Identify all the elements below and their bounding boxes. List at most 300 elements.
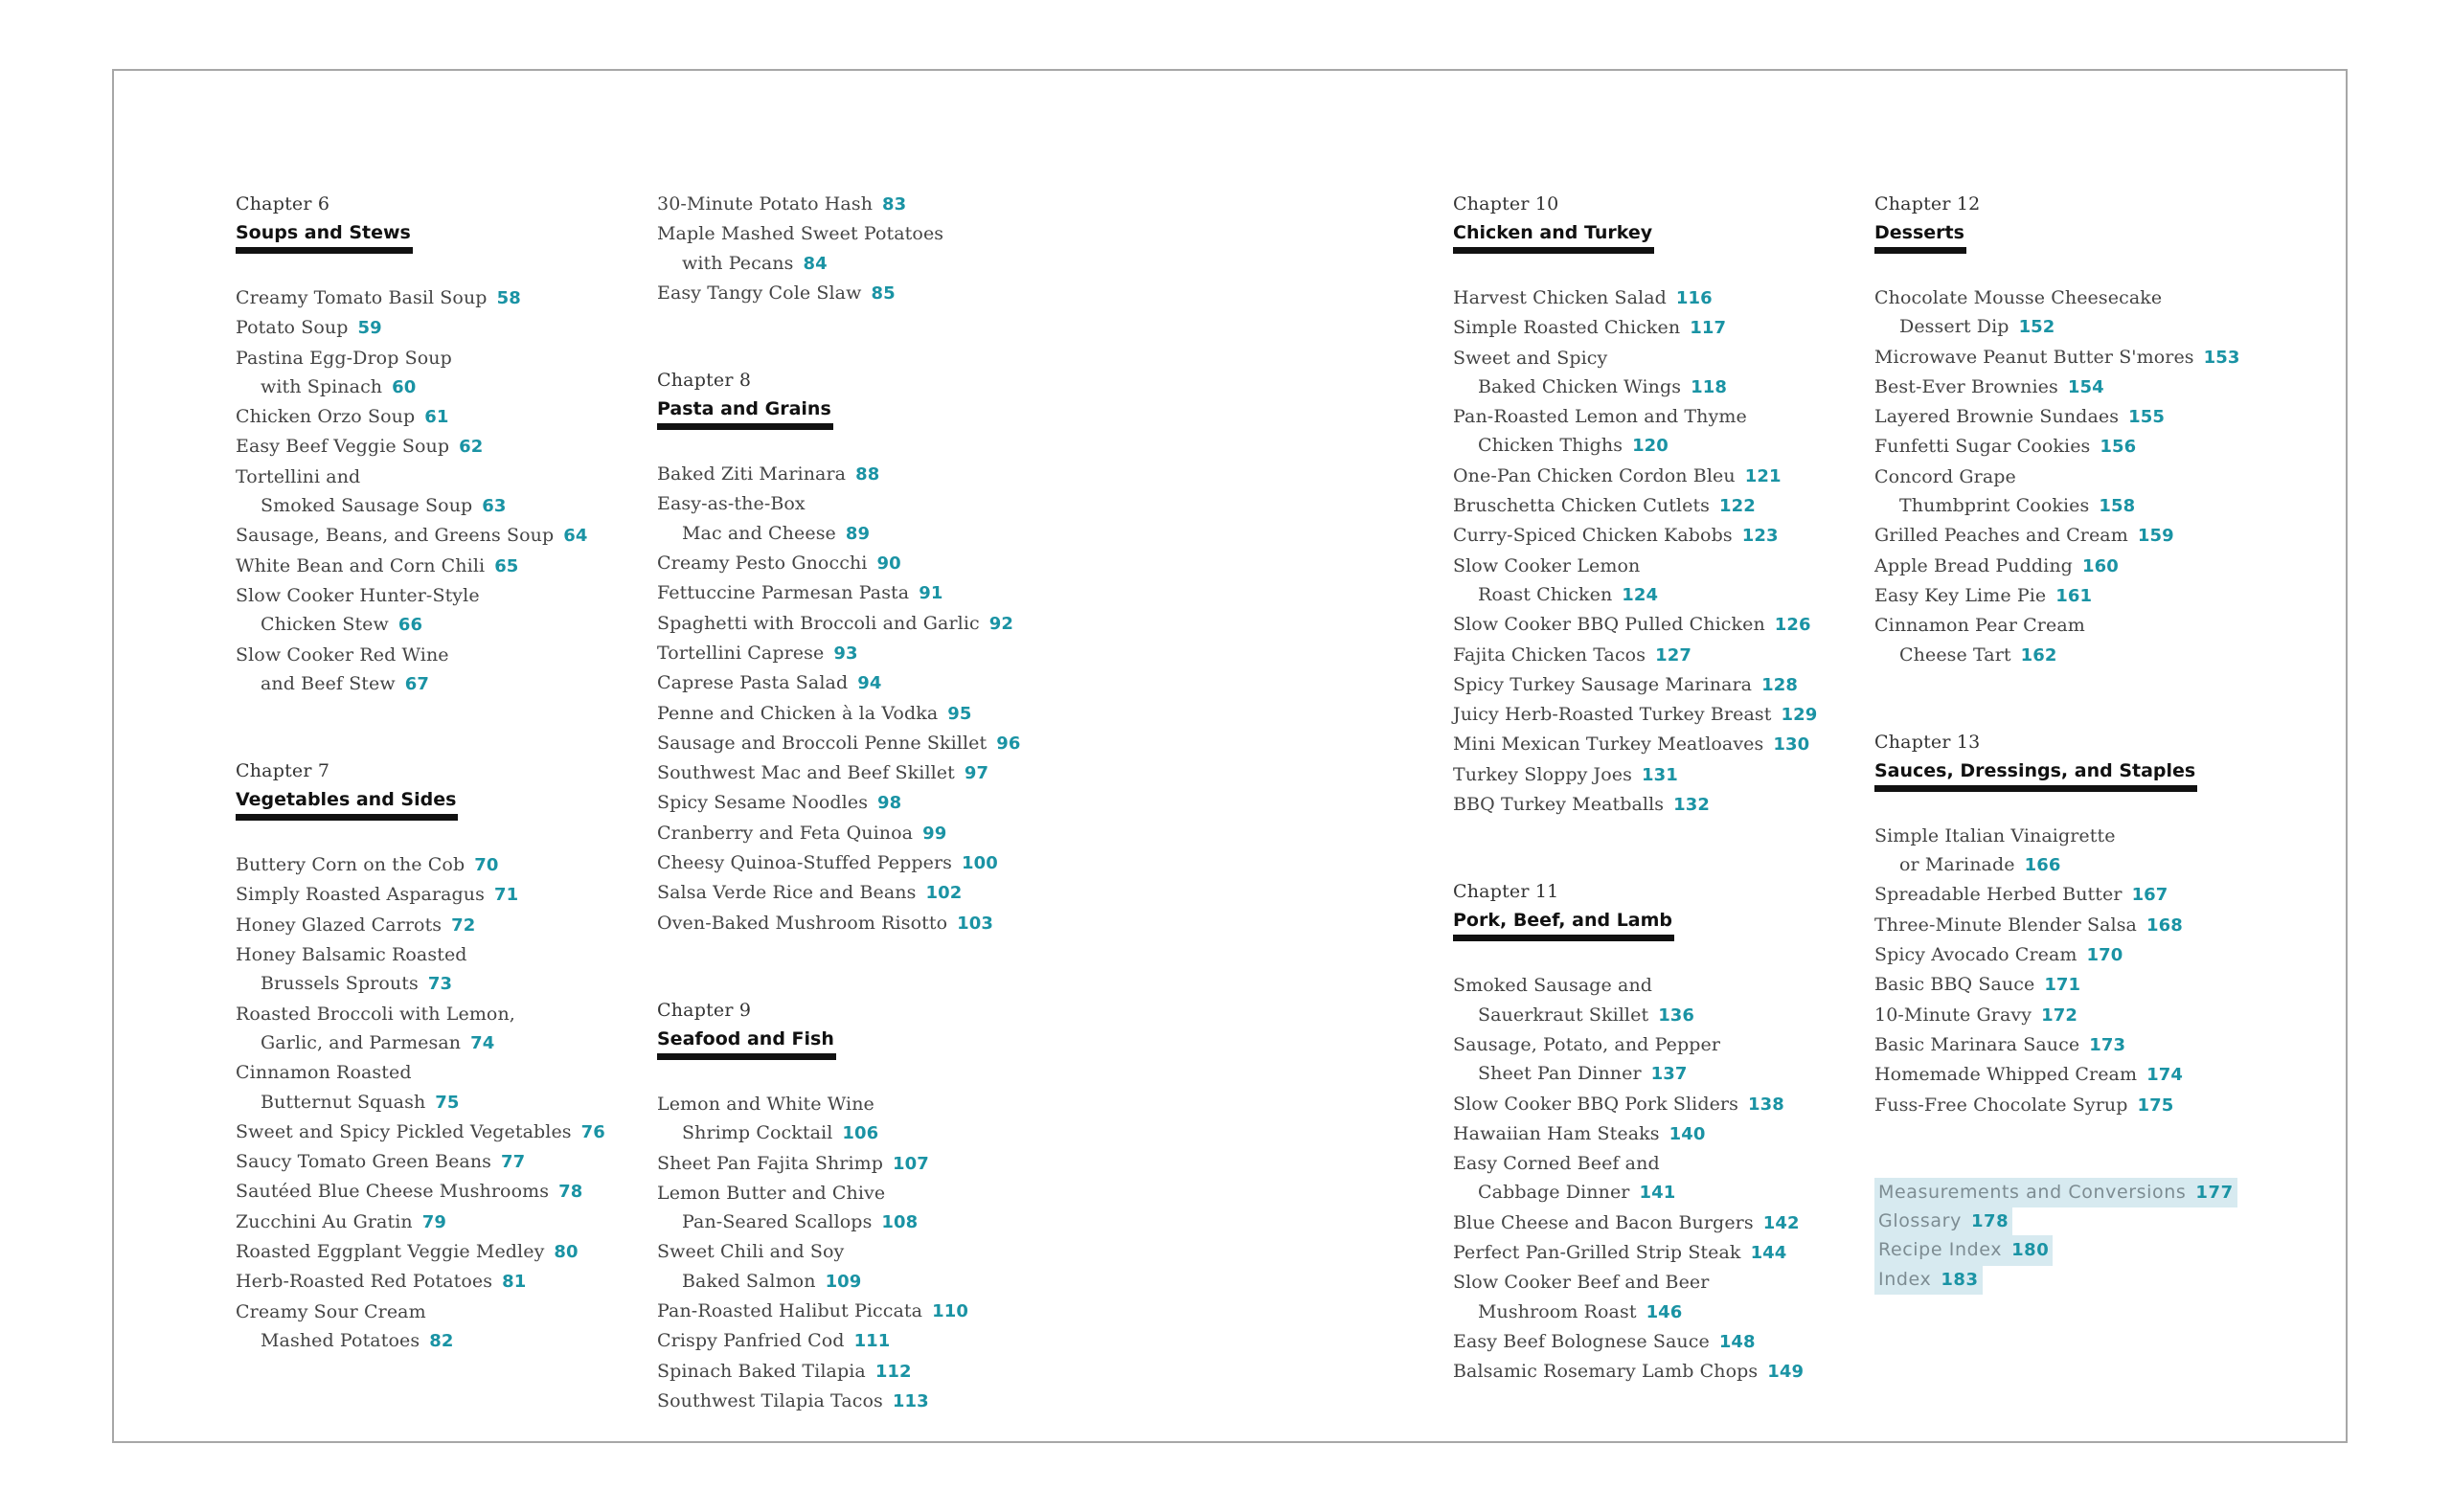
toc-entry-label: Simple Roasted Chicken 117 — [1453, 317, 1727, 339]
page-number: 127 — [1655, 644, 1691, 666]
page-number: 116 — [1675, 288, 1713, 308]
page-number: 58 — [496, 288, 521, 308]
toc-entry[interactable] — [657, 1326, 1059, 1356]
toc-entry[interactable] — [657, 878, 1059, 908]
toc-entry-label: Easy-as-the-Box — [657, 493, 806, 515]
toc-entry[interactable] — [657, 729, 1059, 758]
toc-entry[interactable] — [236, 283, 638, 313]
toc-entry[interactable] — [1874, 1030, 2277, 1060]
toc-entry-label: or Marinade 166 — [1899, 854, 2061, 876]
page-number: 71 — [493, 885, 519, 906]
chapter-title: Chicken and Turkey — [1453, 218, 1654, 254]
toc-entry[interactable] — [657, 489, 1059, 549]
page-number: 160 — [2081, 555, 2119, 576]
toc-entry[interactable] — [657, 819, 1059, 848]
page-number: 175 — [2137, 1095, 2174, 1116]
toc-entry[interactable] — [1874, 432, 2277, 462]
toc-entry-label: Slow Cooker Red Wine — [236, 643, 449, 666]
toc-entry-label: Spinach Baked Tilapia 112 — [657, 1360, 912, 1382]
toc-entry[interactable] — [657, 699, 1059, 729]
page-number: 131 — [1642, 764, 1678, 785]
page-number: 141 — [1639, 1183, 1676, 1204]
back-matter-label: Index 183 — [1874, 1265, 1983, 1295]
toc-entry[interactable] — [1453, 1030, 1855, 1090]
back-matter-label: Recipe Index 180 — [1874, 1235, 2053, 1265]
toc-entry[interactable] — [1874, 283, 2277, 343]
page-number: 109 — [825, 1271, 862, 1292]
toc-entry[interactable] — [657, 1179, 1059, 1238]
toc-entry[interactable] — [1874, 521, 2277, 551]
page-number: 92 — [988, 613, 1013, 634]
page-number: 170 — [2086, 945, 2123, 966]
page-number: 91 — [919, 583, 943, 604]
toc-entry-label: Cabbage Dinner 141 — [1478, 1182, 1676, 1204]
toc-entry[interactable] — [1453, 462, 1855, 491]
toc-entry-label: Mashed Potatoes 82 — [261, 1329, 454, 1351]
toc-entry-label: Sauerkraut Skillet 136 — [1478, 1004, 1695, 1026]
toc-entry[interactable] — [1874, 552, 2277, 581]
toc-entry-label: Microwave Peanut Butter S'mores 153 — [1874, 346, 2240, 368]
toc-entry-label: Mac and Cheese 89 — [682, 522, 871, 544]
toc-entry[interactable] — [236, 641, 638, 700]
toc-entry[interactable] — [1453, 1149, 1855, 1208]
back-matter-link[interactable] — [1874, 1178, 2277, 1207]
toc-entry[interactable] — [1874, 402, 2277, 432]
toc-entry-label: Chicken Stew 66 — [261, 614, 423, 636]
toc-entry-label: Fuss-Free Chocolate Syrup 175 — [1874, 1094, 2174, 1116]
page-number: 108 — [881, 1212, 919, 1233]
toc-entry-label: Sheet Pan Fajita Shrimp 107 — [657, 1152, 929, 1174]
chapter-title: Vegetables and Sides — [236, 785, 458, 821]
toc-entry[interactable] — [236, 313, 638, 343]
toc-entry-label: Crispy Panfried Cod 111 — [657, 1330, 891, 1352]
toc-entry-label: Pan-Seared Scallops 108 — [682, 1211, 919, 1233]
page-number: 153 — [2203, 347, 2240, 368]
toc-entry-label: Basic BBQ Sauce 171 — [1874, 974, 2081, 996]
page-number: 93 — [833, 643, 858, 664]
page-number: 111 — [853, 1331, 891, 1352]
page-number: 126 — [1774, 615, 1811, 636]
toc-entry-label: Honey Balsamic Roasted — [236, 944, 467, 966]
toc-entry[interactable] — [236, 1147, 638, 1177]
toc-entry-label: White Bean and Corn Chili 65 — [236, 554, 519, 576]
chapter-number: Chapter 10 — [1453, 193, 1559, 214]
toc-entry-label: Saucy Tomato Green Beans 77 — [236, 1151, 526, 1173]
toc-entry-label: Baked Ziti Marinara 88 — [657, 463, 880, 485]
toc-entry[interactable] — [1453, 1119, 1855, 1149]
toc-entry-label: Cinnamon Pear Cream — [1874, 615, 2085, 637]
toc-entry[interactable] — [236, 463, 638, 522]
toc-entry[interactable] — [236, 581, 638, 641]
toc-entry-label: One-Pan Chicken Cordon Bleu 121 — [1453, 464, 1782, 486]
toc-entry-label: Best-Ever Brownies 154 — [1874, 375, 2104, 397]
page-number: 97 — [964, 763, 989, 784]
back-matter-label: Glossary 178 — [1874, 1207, 2012, 1236]
toc-entry-label: Spaghetti with Broccoli and Garlic 92 — [657, 612, 1013, 634]
toc-entry-label: Zucchini Au Gratin 79 — [236, 1210, 446, 1232]
page-number: 166 — [2024, 855, 2061, 876]
page-number: 128 — [1761, 674, 1798, 695]
page-number: 81 — [502, 1272, 527, 1293]
toc-entry-label: Caprese Pasta Salad 94 — [657, 672, 882, 694]
page-number: 102 — [925, 883, 963, 904]
toc-column — [1453, 190, 1855, 1445]
page-number: 123 — [1741, 526, 1779, 547]
page-number: 161 — [2055, 585, 2093, 606]
chapter-number: Chapter 9 — [657, 999, 752, 1021]
toc-entry[interactable] — [1453, 610, 1855, 640]
page-number: 136 — [1658, 1004, 1695, 1026]
toc-entry[interactable] — [657, 219, 1059, 279]
toc-entry[interactable] — [236, 1177, 638, 1207]
toc-entry[interactable] — [236, 344, 638, 403]
toc-entry[interactable] — [236, 880, 638, 910]
chapter-section — [657, 366, 1059, 938]
toc-entry-label: Curry-Spiced Chicken Kabobs 123 — [1453, 525, 1779, 547]
toc-entry[interactable] — [1874, 880, 2277, 910]
chapter-section — [657, 996, 1059, 1416]
toc-entry[interactable] — [1874, 463, 2277, 522]
toc-entry-label: Hawaiian Ham Steaks 140 — [1453, 1122, 1706, 1144]
toc-entry-label: Bruschetta Chicken Cutlets 122 — [1453, 495, 1756, 517]
toc-entry-label: Roasted Eggplant Veggie Medley 80 — [236, 1241, 579, 1263]
toc-entry[interactable] — [657, 788, 1059, 818]
toc-entry-label: and Beef Stew 67 — [261, 672, 429, 694]
chapter-section — [236, 756, 638, 1356]
toc-entry-label: Blue Cheese and Bacon Burgers 142 — [1453, 1211, 1800, 1233]
toc-entry[interactable] — [1453, 790, 1855, 820]
toc-entry-label: Spicy Avocado Cream 170 — [1874, 944, 2123, 966]
toc-entry-label: Sweet Chili and Soy — [657, 1241, 845, 1263]
toc-entry-label: Tortellini Caprese 93 — [657, 642, 858, 664]
page-number: 72 — [451, 914, 476, 936]
page-number: 183 — [1941, 1269, 1979, 1290]
toc-entry[interactable] — [1453, 1268, 1855, 1327]
toc-entry[interactable] — [1453, 1238, 1855, 1268]
page-number: 106 — [842, 1123, 879, 1144]
toc-entry-label: Homemade Whipped Cream 174 — [1874, 1064, 2183, 1086]
toc-column — [1874, 190, 2277, 1294]
page-number: 59 — [357, 318, 382, 339]
page-number: 173 — [2089, 1034, 2126, 1055]
toc-entry[interactable] — [657, 460, 1059, 489]
toc-entry-label: Spicy Turkey Sausage Marinara 128 — [1453, 673, 1798, 695]
page-number: 99 — [922, 823, 947, 844]
toc-entry[interactable] — [1453, 1327, 1855, 1357]
toc-entry-label: Turkey Sloppy Joes 131 — [1453, 763, 1678, 785]
toc-entry-label: Smoked Sausage Soup 63 — [261, 495, 507, 517]
toc-entry[interactable] — [1453, 521, 1855, 551]
back-matter-label: Measurements and Conversions 177 — [1874, 1178, 2237, 1207]
toc-entry[interactable] — [657, 1297, 1059, 1326]
toc-entry-label: Chicken Orzo Soup 61 — [236, 406, 449, 428]
chapter-title: Desserts — [1874, 218, 1966, 254]
page-number: 144 — [1750, 1243, 1787, 1264]
toc-entry-label: Creamy Pesto Gnocchi 90 — [657, 553, 901, 575]
page-number: 96 — [996, 733, 1021, 754]
toc-entry-label: BBQ Turkey Meatballs 132 — [1453, 794, 1710, 816]
toc-entry[interactable] — [1874, 940, 2277, 970]
toc-entry-label: Simply Roasted Asparagus 71 — [236, 884, 519, 906]
toc-entry[interactable] — [236, 1298, 638, 1357]
toc-entry-label: Sausage, Beans, and Greens Soup 64 — [236, 525, 588, 547]
toc-entry-label: Easy Beef Bolognese Sauce 148 — [1453, 1330, 1756, 1352]
toc-entry-label: Slow Cooker BBQ Pork Sliders 138 — [1453, 1093, 1784, 1115]
chapter-number: Chapter 6 — [236, 193, 330, 214]
toc-entry[interactable] — [657, 1090, 1059, 1149]
toc-entry[interactable] — [657, 609, 1059, 639]
toc-entry-label: Shrimp Cocktail 106 — [682, 1122, 879, 1144]
toc-entry[interactable] — [1874, 343, 2277, 372]
toc-entry-label: 10-Minute Gravy 172 — [1874, 1004, 2077, 1026]
toc-entry[interactable] — [657, 1387, 1059, 1416]
toc-entry[interactable] — [1453, 344, 1855, 403]
toc-entry-label: Cranberry and Feta Quinoa 99 — [657, 822, 947, 844]
chapter-number: Chapter 13 — [1874, 731, 1981, 753]
chapter-title: Pork, Beef, and Lamb — [1453, 906, 1674, 941]
page-number: 167 — [2131, 885, 2168, 906]
toc-entry[interactable] — [1453, 670, 1855, 700]
page-number: 156 — [2100, 437, 2137, 458]
toc-entry[interactable] — [1874, 1001, 2277, 1030]
page-number: 76 — [580, 1121, 605, 1142]
toc-entry-label: Maple Mashed Sweet Potatoes — [657, 223, 944, 245]
toc-entry-label: Tortellini and — [236, 465, 361, 487]
toc-entry[interactable] — [236, 1000, 638, 1059]
toc-entry[interactable] — [236, 1267, 638, 1297]
toc-entry[interactable] — [657, 1237, 1059, 1297]
toc-entry[interactable] — [236, 1207, 638, 1237]
toc-entry-label: Pan-Roasted Lemon and Thyme — [1453, 406, 1747, 428]
toc-entry-label: Cheese Tart 162 — [1899, 643, 2057, 666]
page-number: 64 — [563, 526, 588, 547]
toc-entry[interactable] — [657, 1149, 1059, 1179]
page-number: 84 — [803, 253, 828, 274]
page-number: 112 — [874, 1361, 912, 1382]
toc-entry-label: with Pecans 84 — [682, 252, 828, 274]
toc-entry[interactable] — [1874, 611, 2277, 670]
toc-entry-label: Lemon and White Wine — [657, 1093, 874, 1115]
toc-entry-label: Baked Chicken Wings 118 — [1478, 375, 1727, 397]
toc-entry[interactable] — [236, 1058, 638, 1117]
toc-entry[interactable] — [1874, 911, 2277, 940]
toc-entry-label: Creamy Sour Cream — [236, 1300, 426, 1322]
page-number: 174 — [2146, 1065, 2183, 1086]
page-number: 110 — [932, 1301, 968, 1322]
toc-entry-label: Perfect Pan-Grilled Strip Steak 144 — [1453, 1242, 1787, 1264]
toc-entry-label: Thumbprint Cookies 158 — [1899, 495, 2136, 517]
toc-entry[interactable] — [657, 279, 1059, 308]
page-number: 74 — [470, 1032, 495, 1053]
toc-entry[interactable] — [657, 578, 1059, 608]
toc-entry-label: Layered Brownie Sundaes 155 — [1874, 406, 2165, 428]
page-number: 177 — [2195, 1182, 2234, 1203]
toc-entry[interactable] — [236, 911, 638, 940]
chapter-number: Chapter 8 — [657, 370, 752, 392]
toc-entry[interactable] — [657, 190, 1059, 219]
toc-entry[interactable] — [657, 758, 1059, 788]
chapter-section — [1453, 877, 1855, 1387]
toc-entry-label: Three-Minute Blender Salsa 168 — [1874, 914, 2183, 936]
toc-entry-label: Southwest Tilapia Tacos 113 — [657, 1389, 929, 1411]
toc-entry[interactable] — [1453, 313, 1855, 343]
page-number: 180 — [2011, 1240, 2050, 1261]
page-number: 107 — [893, 1153, 929, 1174]
toc-entry-label: Spicy Sesame Noodles 98 — [657, 792, 902, 814]
toc-entry-label: Easy Corned Beef and — [1453, 1153, 1660, 1175]
page-number: 137 — [1650, 1064, 1688, 1085]
toc-entry-label: Easy Key Lime Pie 161 — [1874, 584, 2093, 606]
toc-entry[interactable] — [1453, 1090, 1855, 1119]
toc-entry-label: Cinnamon Roasted — [236, 1062, 412, 1084]
page-number: 124 — [1622, 584, 1659, 605]
toc-entry[interactable] — [1874, 372, 2277, 402]
page-number: 65 — [494, 555, 519, 576]
toc-entry[interactable] — [1453, 552, 1855, 611]
toc-entry[interactable] — [1453, 700, 1855, 730]
page-number: 95 — [947, 703, 972, 724]
page-number: 121 — [1744, 465, 1782, 486]
page-number: 60 — [392, 376, 417, 397]
toc-entry-label: Honey Glazed Carrots 72 — [236, 914, 476, 936]
back-matter-link[interactable] — [1874, 1265, 2277, 1294]
page-number: 85 — [871, 282, 896, 304]
page-number: 75 — [435, 1092, 460, 1113]
page-number: 152 — [2018, 317, 2055, 338]
toc-entry-label: Salsa Verde Rice and Beans 102 — [657, 882, 963, 904]
toc-entry[interactable] — [236, 521, 638, 551]
toc-entry[interactable] — [236, 940, 638, 1000]
page-number: 100 — [961, 853, 998, 874]
chapter-title: Sauces, Dressings, and Staples — [1874, 756, 2197, 792]
toc-entry[interactable] — [657, 639, 1059, 668]
toc-entry-label: Sautéed Blue Cheese Mushrooms 78 — [236, 1181, 583, 1203]
toc-entry[interactable] — [236, 552, 638, 581]
toc-entry-label: Baked Salmon 109 — [682, 1270, 862, 1292]
toc-entry[interactable] — [1453, 971, 1855, 1030]
toc-entry[interactable] — [1453, 760, 1855, 790]
toc-entry[interactable] — [1453, 1357, 1855, 1387]
page-number: 98 — [877, 793, 902, 814]
toc-entry-label: Garlic, and Parmesan 74 — [261, 1031, 495, 1053]
page-number: 118 — [1691, 376, 1727, 397]
back-matter-link[interactable] — [1874, 1207, 2277, 1235]
page-number: 149 — [1767, 1362, 1805, 1383]
toc-entry-label: Fettuccine Parmesan Pasta 91 — [657, 582, 943, 604]
toc-entry-label: Concord Grape — [1874, 465, 2016, 487]
toc-entry-label: Butternut Squash 75 — [261, 1091, 460, 1113]
page-number: 120 — [1632, 436, 1669, 457]
chapter-number: Chapter 12 — [1874, 193, 1981, 214]
page-number: 103 — [957, 913, 994, 934]
toc-entry[interactable] — [236, 1117, 638, 1147]
chapter-section — [657, 190, 1059, 308]
toc-entry-label: Easy Tangy Cole Slaw 85 — [657, 282, 896, 304]
toc-entry[interactable] — [236, 850, 638, 880]
page-number: 140 — [1669, 1123, 1706, 1144]
page-number: 122 — [1719, 496, 1756, 517]
page-number: 70 — [474, 855, 499, 876]
toc-entry-label: Chicken Thighs 120 — [1478, 435, 1669, 457]
toc-entry-label: Creamy Tomato Basil Soup 58 — [236, 287, 521, 308]
page-number: 159 — [2137, 526, 2174, 547]
toc-entry-label: Sausage and Broccoli Penne Skillet 96 — [657, 732, 1021, 754]
toc-entry-label: Slow Cooker Beef and Beer — [1453, 1272, 1710, 1294]
toc-entry-label: Chocolate Mousse Cheesecake — [1874, 287, 2163, 308]
toc-entry[interactable] — [1453, 730, 1855, 759]
toc-entry[interactable] — [657, 848, 1059, 878]
toc-entry-label: Pastina Egg-Drop Soup — [236, 347, 452, 369]
page-number: 146 — [1646, 1301, 1683, 1322]
chapter-title: Pasta and Grains — [657, 395, 833, 430]
toc-entry-label: Funfetti Sugar Cookies 156 — [1874, 436, 2137, 458]
page-number: 142 — [1762, 1212, 1800, 1233]
toc-entry[interactable] — [1874, 822, 2277, 881]
chapter-title: Seafood and Fish — [657, 1025, 836, 1060]
toc-entry[interactable] — [1453, 402, 1855, 462]
toc-entry[interactable] — [1874, 970, 2277, 1000]
toc-entry[interactable] — [657, 1357, 1059, 1387]
page-number: 78 — [558, 1182, 583, 1203]
toc-entry[interactable] — [1453, 283, 1855, 313]
toc-entry-label: Slow Cooker BBQ Pulled Chicken 126 — [1453, 614, 1811, 636]
toc-column — [657, 190, 1059, 1474]
page-number: 82 — [429, 1330, 454, 1351]
toc-entry[interactable] — [1453, 641, 1855, 670]
toc-entry-label: Dessert Dip 152 — [1899, 316, 2055, 338]
page-number: 66 — [397, 615, 423, 636]
toc-entry[interactable] — [236, 402, 638, 432]
page-number: 67 — [404, 673, 429, 694]
toc-entry[interactable] — [1874, 581, 2277, 611]
toc-column — [236, 190, 638, 1413]
toc-entry-label: Sheet Pan Dinner 137 — [1478, 1063, 1688, 1085]
page-number: 168 — [2146, 914, 2183, 936]
back-matter-list — [1874, 1178, 2277, 1294]
back-matter-link[interactable] — [1874, 1235, 2277, 1264]
toc-entry-label: Roast Chicken 124 — [1478, 583, 1659, 605]
page-number: 130 — [1773, 734, 1810, 756]
toc-entry[interactable] — [1453, 1208, 1855, 1238]
toc-entry-label: Mushroom Roast 146 — [1478, 1300, 1683, 1322]
page-number: 117 — [1690, 318, 1727, 339]
toc-entry[interactable] — [1874, 1060, 2277, 1090]
toc-entry-label: with Spinach 60 — [261, 375, 417, 397]
toc-entry[interactable] — [657, 909, 1059, 938]
toc-entry[interactable] — [657, 668, 1059, 698]
toc-entry-label: Roasted Broccoli with Lemon, — [236, 1003, 515, 1025]
toc-entry[interactable] — [1453, 491, 1855, 521]
toc-entry-label: Balsamic Rosemary Lamb Chops 149 — [1453, 1361, 1805, 1383]
toc-entry-label: Simple Italian Vinaigrette — [1874, 824, 2116, 846]
toc-entry-label: Harvest Chicken Salad 116 — [1453, 287, 1713, 308]
toc-entry[interactable] — [236, 1237, 638, 1267]
toc-entry-label: Oven-Baked Mushroom Risotto 103 — [657, 912, 994, 934]
page-number: 62 — [459, 437, 484, 458]
chapter-section — [1874, 190, 2277, 670]
toc-entry-label: Lemon Butter and Chive — [657, 1182, 886, 1204]
page-number: 80 — [554, 1242, 579, 1263]
toc-entry[interactable] — [1874, 1091, 2277, 1120]
toc-entry[interactable] — [657, 549, 1059, 578]
page-number: 63 — [482, 496, 507, 517]
toc-entry-label: Spreadable Herbed Butter 167 — [1874, 884, 2168, 906]
page-number: 94 — [857, 673, 882, 694]
toc-entry-label: Pan-Roasted Halibut Piccata 110 — [657, 1300, 968, 1322]
page-number: 154 — [2067, 376, 2104, 397]
toc-entry[interactable] — [236, 432, 638, 462]
toc-entry-label: Easy Beef Veggie Soup 62 — [236, 436, 484, 458]
